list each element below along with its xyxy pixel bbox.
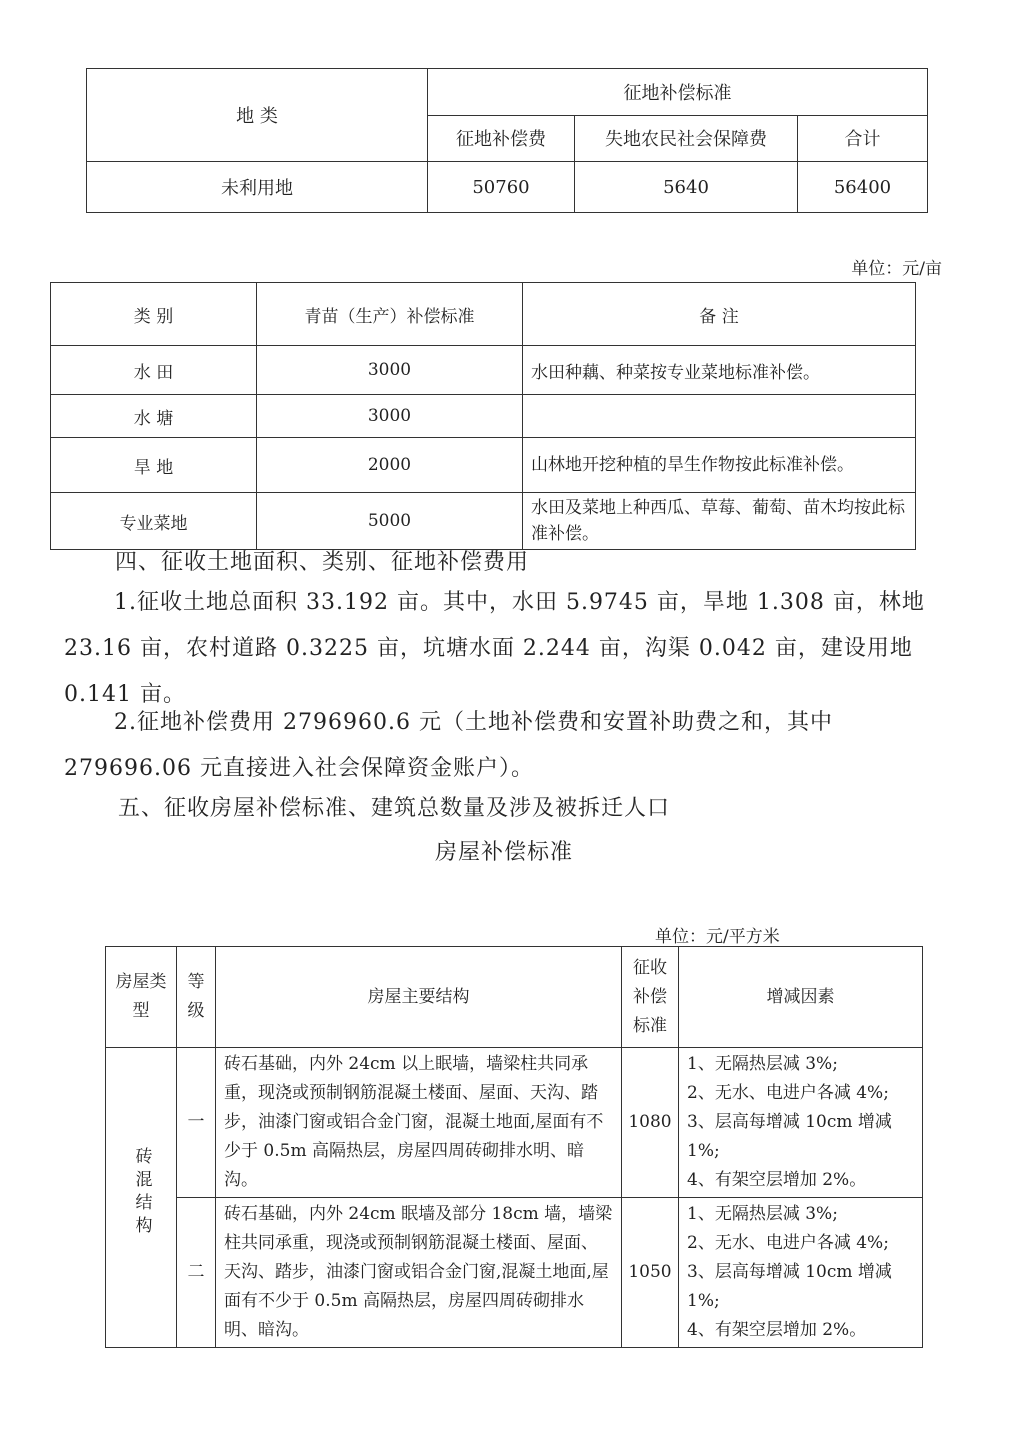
header-social: 失地农民社会保障费 [575, 115, 798, 162]
cell-factors [679, 1048, 923, 1198]
cell-grade: 二 [177, 1198, 216, 1348]
cell-type: 未利用地 [87, 162, 428, 213]
factor-item: 1、无隔热层减 3%; [687, 1204, 838, 1224]
factor-item: 2、无水、电进户各减 4%; [687, 1083, 889, 1103]
header-price: 征收补偿标准 [622, 947, 679, 1048]
cell-social: 5640 [575, 162, 798, 213]
factor-item: 1、无隔热层减 3%; [687, 1054, 838, 1074]
cell-total: 56400 [798, 162, 928, 213]
table-row [51, 395, 916, 438]
cell-grade: 一 [177, 1048, 216, 1198]
cell-price: 1050 [622, 1198, 679, 1348]
header-grade: 等级 [177, 947, 216, 1048]
cell-comp: 50760 [428, 162, 575, 213]
factor-item: 4、有架空层增加 2%。 [687, 1170, 867, 1190]
cell-category: 旱 地 [51, 438, 257, 493]
section4-heading: 四、征收土地面积、类别、征地补偿费用 [115, 550, 530, 575]
cell-category: 水 田 [51, 346, 257, 395]
header-total: 合计 [798, 115, 928, 162]
cell-standard: 2000 [257, 438, 523, 493]
unit-label: 单位：元/亩 [851, 259, 942, 279]
header-factors: 增减因素 [679, 947, 923, 1048]
cell-standard: 3000 [257, 395, 523, 438]
table-row [51, 438, 916, 493]
land-compensation-table [86, 68, 928, 213]
cell-house-type [106, 1048, 177, 1348]
cell-note: 山林地开挖种植的旱生作物按此标准补偿。 [523, 438, 916, 493]
header-group: 征地补偿标准 [428, 69, 928, 116]
header-land-type: 地 类 [87, 69, 428, 162]
section5-heading: 五、征收房屋补偿标准、建筑总数量及涉及被拆迁人口 [118, 796, 671, 821]
section4-paragraph1: 1.征收土地总面积 33.192 亩。其中，水田 5.9745 亩，旱地 1.308 亩，林地 23.16 亩，农村道路 0.3225 亩，坑塘水面 2.244 亩，沟渠 0.042 亩，建设用地 0.141 亩。 [64, 590, 925, 707]
header-comp: 征地补偿费 [428, 115, 575, 162]
cell-price: 1080 [622, 1048, 679, 1198]
factor-item: 4、有架空层增加 2%。 [687, 1320, 867, 1340]
cell-category: 水 塘 [51, 395, 257, 438]
table-row [106, 1048, 923, 1198]
cell-structure: 砖石基础，内外 24cm 以上眠墙，墙梁柱共同承重，现浇或预制钢筋混凝土楼面、屋面、天沟、踏步，油漆门窗或铝合金门窗，混凝土地面,屋面有不少于 0.5m 高隔热层，房屋四周砖砌排水明、暗沟。 [216, 1048, 622, 1198]
table-row [87, 162, 928, 213]
cell-note: 水田及菜地上种西瓜、草莓、葡萄、苗木均按此标准补偿。 [523, 493, 916, 550]
factor-item: 3、层高每增减 10cm 增减 1%; [687, 1112, 892, 1161]
factor-item: 3、层高每增减 10cm 增减 1%; [687, 1262, 892, 1311]
table-row [106, 1198, 923, 1348]
cell-factors [679, 1198, 923, 1348]
house-compensation-table [105, 946, 923, 1348]
cell-standard: 3000 [257, 346, 523, 395]
table-title: 房屋补偿标准 [435, 840, 574, 865]
header-house-type: 房屋类型 [106, 947, 177, 1048]
factor-item: 2、无水、电进户各减 4%; [687, 1233, 889, 1253]
unit-label: 单位：元/平方米 [655, 927, 780, 947]
cell-structure: 砖石基础，内外 24cm 眠墙及部分 18cm 墙，墙梁柱共同承重，现浇或预制钢筋混凝土楼面、屋面、天沟、踏步，油漆门窗或铝合金门窗,混凝土地面,屋面有不少于 0.5m 高隔热层，房屋四周砖砌排水明、暗沟。 [216, 1198, 622, 1348]
cell-note [523, 395, 916, 438]
cell-note: 水田种藕、种菜按专业菜地标准补偿。 [523, 346, 916, 395]
header-structure: 房屋主要结构 [216, 947, 622, 1048]
header-category: 类 别 [51, 283, 257, 346]
header-note: 备 注 [523, 283, 916, 346]
cell-category: 专业菜地 [51, 493, 257, 550]
cell-standard: 5000 [257, 493, 523, 550]
house-type-text: 砖混结构 [131, 1146, 152, 1239]
crop-compensation-table [50, 282, 916, 550]
section4-paragraph2: 2.征地补偿费用 2796960.6 元（土地补偿费和安置补助费之和，其中279696.06 元直接进入社会保障资金账户）。 [64, 710, 833, 781]
header-standard: 青苗（生产）补偿标准 [257, 283, 523, 346]
table-row [51, 346, 916, 395]
